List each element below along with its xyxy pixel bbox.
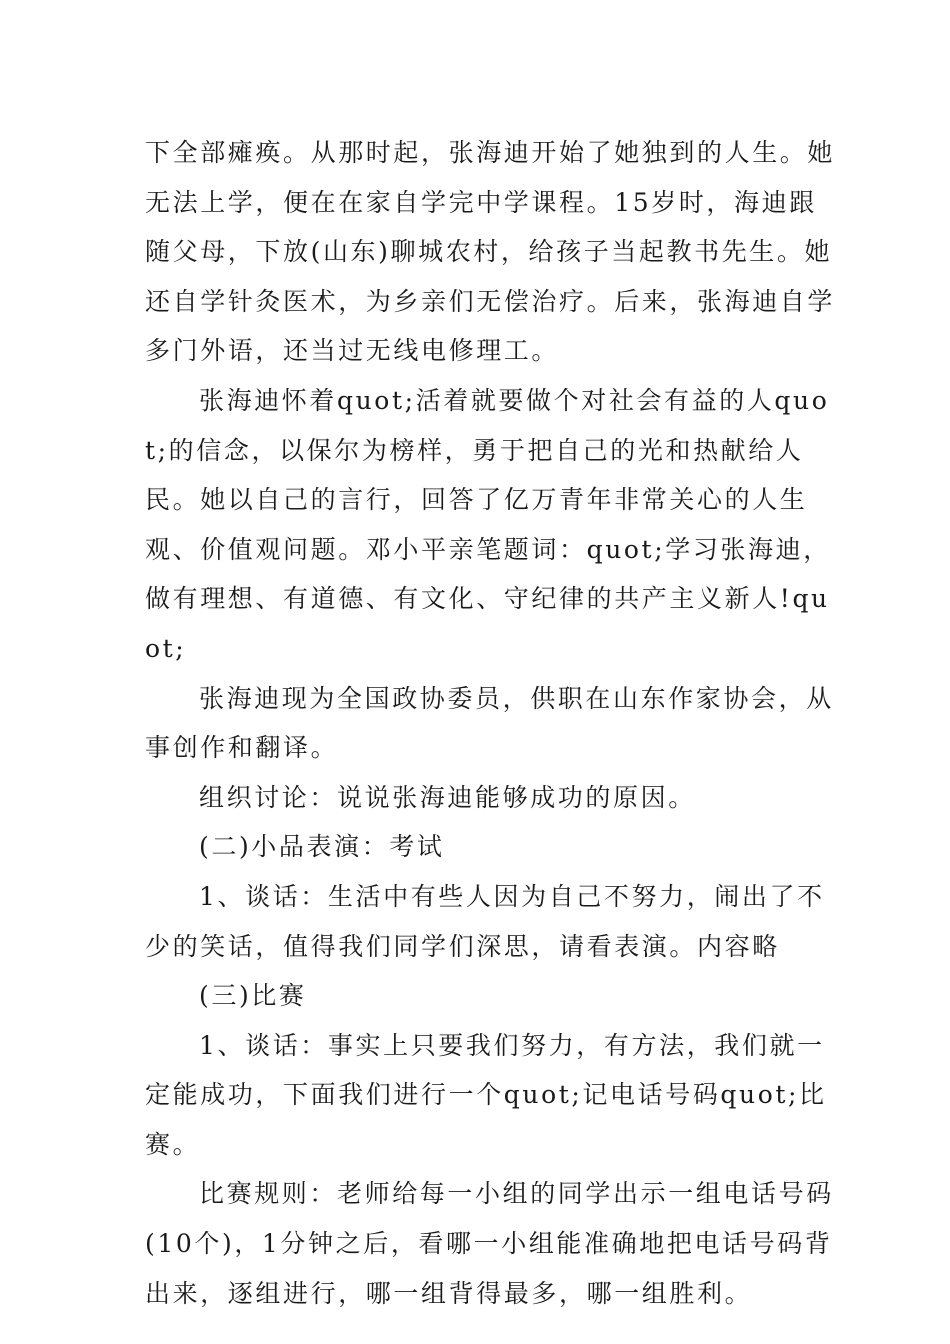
- paragraph: 组织讨论：说说张海迪能够成功的原因。: [199, 782, 696, 812]
- paragraph: 比赛规则：老师给每一小组的同学出示一组电话号码(10个)，1分钟之后，看哪一小组能准确地把电话号码背出来，逐组进行，哪一组背得最多，哪一组胜利。: [145, 1179, 834, 1308]
- paragraph: 1、谈话：事实上只要我们努力，有方法，我们就一定能成功，下面我们进行一个quot;记电话号码quot;比赛。: [145, 1030, 827, 1159]
- section-heading: (二)小品表演：考试: [199, 832, 445, 862]
- document-body: [145, 128, 835, 1318]
- section-heading: (三)比赛: [199, 981, 307, 1011]
- paragraph: 张海迪现为全国政协委员，供职在山东作家协会，从事创作和翻译。: [145, 683, 834, 763]
- paragraph: 1、谈话：生活中有些人因为自己不努力，闹出了不少的笑话，值得我们同学们深思，请看表演。内容略: [145, 881, 825, 961]
- paragraph: 下全部瘫痪。从那时起，张海迪开始了她独到的人生。她无法上学，便在在家自学完中学课程。15岁时，海迪跟随父母，下放(山东)聊城农村，给孩子当起教书先生。她还自学针灸医术，为乡亲们无偿治疗。后来，张海迪自学多门外语，还当过无线电修理工。: [145, 138, 836, 366]
- paragraph: 张海迪怀着quot;活着就要做个对社会有益的人quot;的信念，以保尔为榜样，勇于把自己的光和热献给人民。她以自己的言行，回答了亿万青年非常关心的人生观、价值观问题。邓小平亲笔题词：quot;学习张海迪，做有理想、有道德、有文化、守纪律的共产主义新人!quot;: [145, 385, 831, 663]
